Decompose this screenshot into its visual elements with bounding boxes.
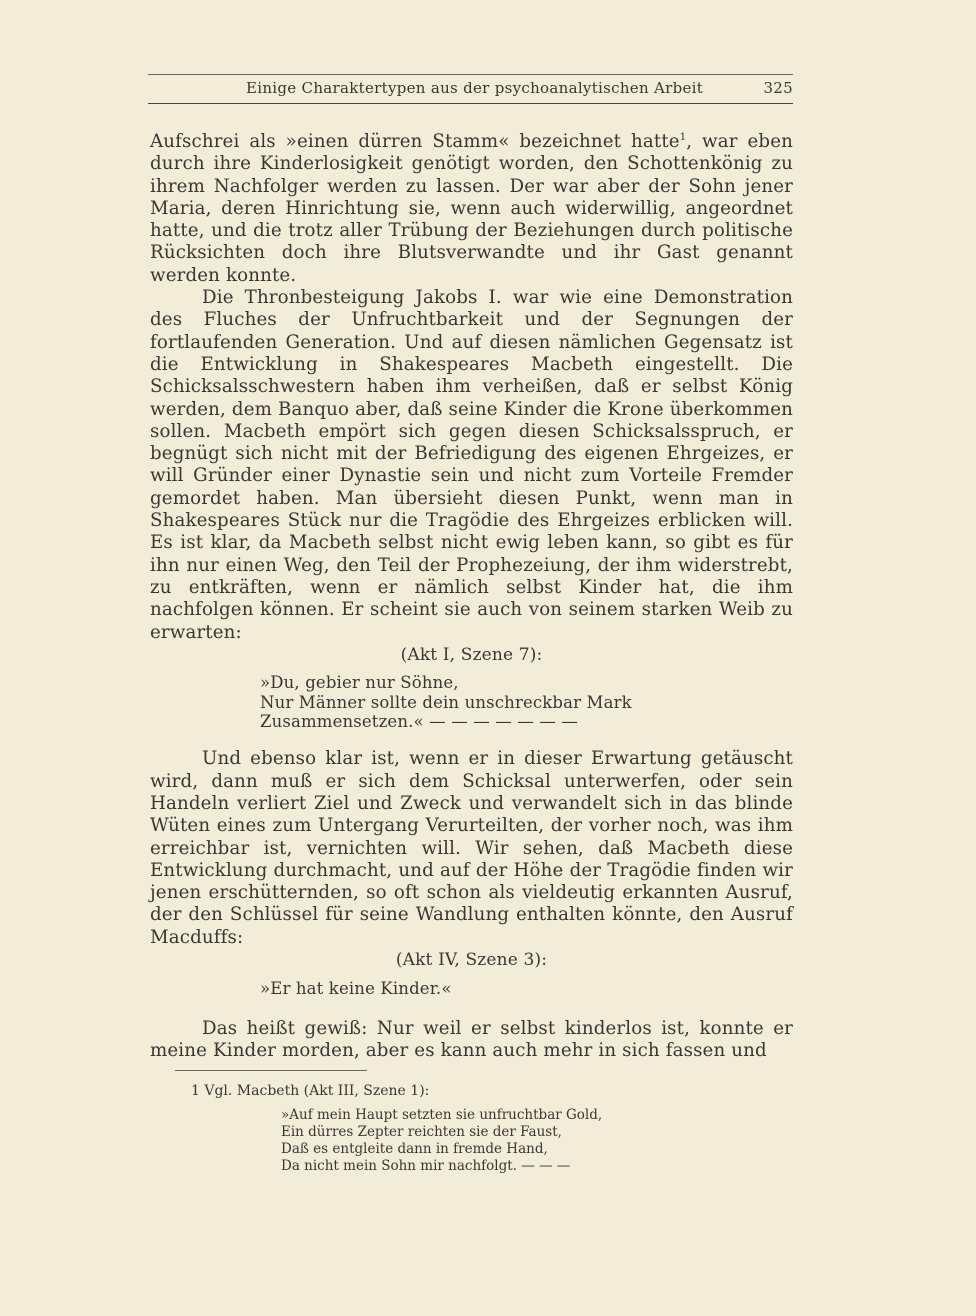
footnote-verse-line: Da nicht mein Sohn mir nachfolgt. — — — (281, 1158, 571, 1175)
page-number: 325 (763, 79, 793, 97)
paragraph-1-start: Aufschrei als »einen dürren Stamm« bezeichnet hatte (150, 131, 680, 152)
running-title: Einige Charaktertypen aus der psychoanalytischen Arbeit (246, 79, 704, 97)
paragraph-4: Das heißt gewiß: Nur weil er selbst kinderlos ist, konnte er meine Kinder morden, aber es kann auch mehr in sich fassen und (150, 1017, 793, 1061)
footnote-verse-line: Daß es entgleite dann in fremde Hand, (281, 1140, 548, 1157)
scene-reference-1: (Akt I, Szene 7): (400, 644, 543, 665)
footnote-verse (281, 1107, 759, 1176)
running-header (148, 77, 793, 101)
paragraph-1 (150, 131, 793, 287)
footnote-verse-line: »Auf mein Haupt setzten sie unfruchtbar Gold, (281, 1106, 603, 1123)
footnote (191, 1082, 759, 1175)
verse-quote-1 (260, 673, 793, 731)
verse-line: Zusammensetzen.« — — — — — — — (260, 711, 579, 731)
verse-quote-2: »Er hat keine Kinder.« (260, 979, 452, 999)
verse-line: »Du, gebier nur Söhne, (260, 673, 459, 693)
scene-reference-2: (Akt IV, Szene 3): (395, 950, 548, 971)
paragraph-3: Und ebenso klar ist, wenn er in dieser Erwartung getäuscht wird, dann muß er sich dem Schicksal unterwerfen, oder sein Handeln verliert Ziel und Zweck und verwandelt sich in das blinde Wüten eines zum Untergang Verurteilten, der vorher noch, was ihm erreichbar ist, vernichten will. Wir sehen, daß Macbeth diese Entwicklung durchmacht, und auf der Höhe der Tragödie finden wir jenen erschütternden, so oft schon als vieldeutig erkannten Ausruf, der den Schlüssel für seine Wandlung enthalten könnte, den Ausruf Macduffs: (150, 748, 793, 948)
verse-line: Nur Männer sollte dein unschreckbar Mark (260, 692, 632, 712)
paragraph-2: Die Thronbesteigung Jakobs I. war wie eine Demonstration des Fluches der Unfruchtbarkeit und der Segnungen der fortlaufenden Generation. Und auf diesen nämlichen Gegensatz ist die Entwicklung in Shakespeares Macbeth eingestellt. Die Schicksalsschwestern haben ihm verheißen, daß er selbst König werden, dem Banquo aber, daß seine Kinder die Krone überkommen sollen. Macbeth empört sich gegen diesen Schicksalsspruch, er begnügt sich nicht mit der Befriedigung des eigenen Ehrgeizes, er will Gründer einer Dynastie sein und nicht zum Vorteile Fremder gemordet haben. Man übersieht diesen Punkt, wenn man in Shakespeares Stück nur die Tragödie des Ehrgeizes erblicken will. Es ist klar, da Macbeth selbst nicht ewig leben kann, so gibt es für ihn nur einen Weg, den Teil der Prophezeiung, der ihm widerstrebt, zu entkräften, wenn er nämlich selbst Kinder hat, die ihm nachfolgen können. Er scheint sie auch von seinem starken Weib zu erwarten: (150, 287, 793, 643)
header-rule-bottom (148, 103, 793, 104)
footnote-verse-line: Ein dürres Zepter reichten sie der Faust, (281, 1123, 562, 1140)
footnote-rule (175, 1070, 367, 1071)
paragraph-1-rest: , war eben durch ihre Kinderlosigkeit genötigt worden, den Schottenkönig zu ihrem Nachfolger werden zu lassen. Der war aber der Sohn jener Maria, deren Hinrichtung sie, wenn auch widerwillig, angeordnet hatte, und die trotz aller Trübung der Beziehungen durch politische Rücksichten doch ihre Blutsverwandte und ihr Gast genannt werden konnte. (150, 131, 793, 286)
footnote-reference-line: 1 Vgl. Macbeth (Akt III, Szene 1): (191, 1083, 430, 1099)
body-text (150, 131, 793, 1062)
footnote-reference: 1 (679, 131, 687, 143)
header-rule-top (148, 74, 793, 75)
